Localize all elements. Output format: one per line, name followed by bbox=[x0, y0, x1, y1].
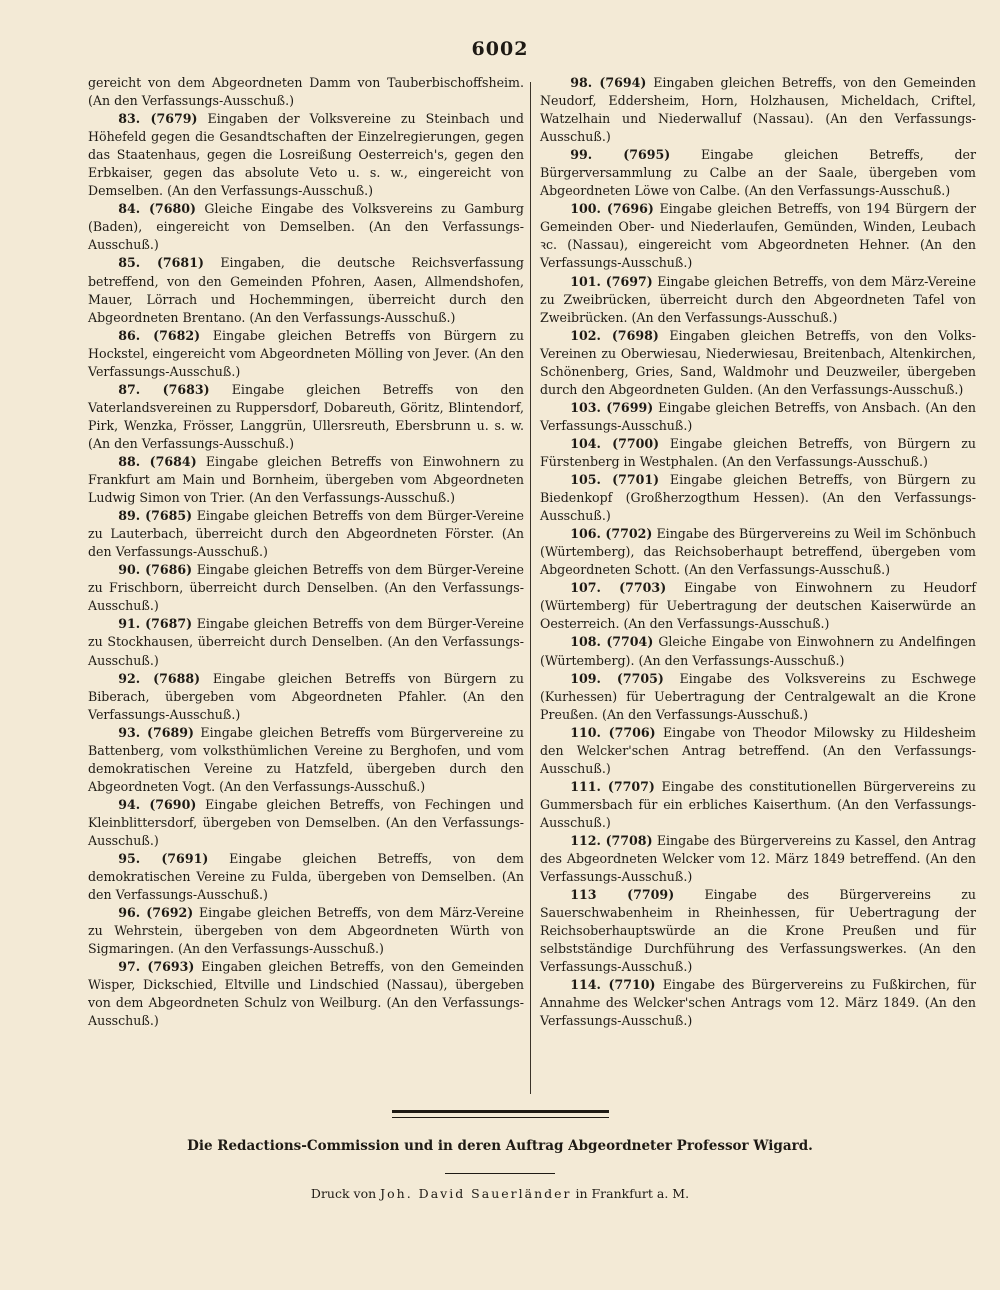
petition-number: 102. (7698) bbox=[570, 327, 659, 343]
petition-entry bbox=[540, 471, 976, 525]
petition-entry bbox=[88, 74, 524, 110]
petition-text: Eingabe gleichen Betreffs vom Bürgervereine zu Battenberg, vom volksthümlichen Vereine zu Berghofen, und vom demokratischen Vereine zu Hatzfeld, übergeben durch den Abgeordneten Vogt. (An den Verfassungs-Ausschuß.) bbox=[88, 724, 524, 794]
petition-number: 91. (7687) bbox=[118, 616, 193, 632]
petition-text: Eingabe des Bürgervereins zu Kassel, den Antrag des Abgeordneten Welcker vom 12. März 1849 betreffend. (An den Verfassungs-Ausschuß.) bbox=[540, 832, 976, 885]
petition-text: Eingabe gleichen Betreffs von Bürgern zu Hockstel, eingereicht vom Abgeordneten Mölling von Jever. (An den Verfassungs-Ausschuß.) bbox=[88, 327, 525, 379]
petition-entry bbox=[88, 200, 524, 254]
petition-number: 105. (7701) bbox=[570, 472, 660, 488]
petition-text: Eingaben, die deutsche Reichsverfassung betreffend, von den Gemeinden Pfohren, Aasen, Allmendshofen, Mauer, Lörrach und Hochemmingen, überreicht durch den Abgeordneten Brentano. (An den Verfassungs-Ausschuß.) bbox=[88, 255, 524, 325]
petition-number: 93. (7689) bbox=[118, 724, 194, 740]
petition-entry bbox=[88, 381, 524, 453]
petition-entry bbox=[540, 200, 976, 272]
petition-number: 99. (7695) bbox=[570, 147, 671, 163]
column-divider bbox=[530, 82, 531, 1094]
petition-number: 90. (7686) bbox=[118, 562, 193, 578]
petition-entry bbox=[88, 615, 524, 669]
petition-number: 95. (7691) bbox=[118, 851, 209, 867]
petition-number: 92. (7688) bbox=[118, 670, 201, 686]
petition-entry bbox=[88, 670, 524, 724]
petition-entry bbox=[88, 254, 524, 326]
petition-number: 88. (7684) bbox=[118, 453, 197, 469]
petition-entry bbox=[540, 74, 976, 146]
petition-entry bbox=[88, 850, 524, 904]
printer-suffix: in Frankfurt a. M. bbox=[575, 1186, 690, 1201]
petition-text: Eingabe gleichen Betreffs, von dem März-Vereine zu Zweibrücken, überreicht durch den Abgeordneten Tafel von Zweibrücken. (An den Verfassungs-Ausschuß.) bbox=[540, 273, 976, 325]
petition-entry bbox=[540, 886, 976, 976]
petition-entry bbox=[88, 327, 524, 381]
petition-text: Eingabe gleichen Betreffs, von Bürgern zu Fürstenberg in Westphalen. (An den Verfassungs-Ausschuß.) bbox=[540, 435, 976, 469]
petition-entry bbox=[540, 778, 976, 832]
petition-text: Eingabe gleichen Betreffs von Einwohnern zu Frankfurt am Main und Bornheim, übergeben vom Abgeordneten Ludwig Simon von Trier. (An den Verfassungs-Ausschuß.) bbox=[88, 453, 524, 506]
commission-credit: Die Redactions-Commission und in deren Auftrag Abgeordneter Professor Wigard. bbox=[187, 1138, 813, 1154]
petition-number: 83. (7679) bbox=[118, 111, 198, 127]
petition-text: Eingabe gleichen Betreffs, von 194 Bürgern der Gemeinden Ober- und Niederlaufen, Gemünden, Winden, Leubach ꝛc. (Nassau), eingereicht vom Abgeordneten Hehner. (An den Verfassungs-Ausschuß.) bbox=[540, 201, 976, 271]
petition-number: 107. (7703) bbox=[570, 580, 667, 596]
petition-text: Eingabe gleichen Betreffs, von Fechingen und Kleinblittersdorf, übergeben von Demselben. (An den Verfassungs-Ausschuß.) bbox=[88, 796, 524, 848]
petition-number: 100. (7696) bbox=[570, 201, 654, 217]
petition-number: 96. (7692) bbox=[118, 905, 194, 921]
petition-entry bbox=[540, 724, 976, 778]
page-number: 6002 bbox=[471, 38, 529, 60]
petition-text: Eingabe gleichen Betreffs, von Bürgern zu Biedenkopf (Großherzogthum Hessen). (An den Verfassungs-Ausschuß.) bbox=[540, 472, 976, 524]
left-column bbox=[88, 74, 524, 1030]
petition-number: 89. (7685) bbox=[118, 508, 193, 524]
petition-text: Eingabe gleichen Betreffs, von dem demokratischen Vereine zu Fulda, übergeben von Demselben. (An den Verfassungs-Ausschuß.) bbox=[88, 851, 524, 903]
petition-number: 101. (7697) bbox=[570, 273, 653, 289]
petition-text: Eingaben der Volksvereine zu Steinbach und Höhefeld gegen die Gesandtschaften der Einzelregierungen, gegen das Staatenhaus, gegen die Losreißung Oesterreich's, gegen den Erbkaiser, gegen das absolute Veto u. s. w., eingereicht von Demselben. (An den Verfassungs-Ausschuß.) bbox=[88, 111, 524, 199]
petition-entry bbox=[540, 976, 976, 1030]
petition-text: Gleiche Eingabe von Einwohnern zu Andelfingen (Würtemberg). (An den Verfassungs-Ausschuß.) bbox=[540, 634, 976, 668]
petition-number: 97. (7693) bbox=[118, 959, 195, 975]
petition-text: Eingabe gleichen Betreffs von dem Bürger-Vereine zu Lauterbach, überreicht durch den Abgeordneten Förster. (An den Verfassungs-Ausschuß.) bbox=[88, 508, 524, 560]
footer-rule-thin bbox=[392, 1117, 609, 1118]
petition-text: Eingaben gleichen Betreffs, von den Gemeinden Wisper, Dickschied, Eltville und Lindschied (Nassau), übergeben von dem Abgeordneten Schulz von Weilburg. (An den Verfassungs-Ausschuß.) bbox=[88, 959, 524, 1029]
petition-entry bbox=[88, 796, 524, 850]
right-column bbox=[540, 74, 976, 1030]
petition-text: Eingabe des Bürgervereins zu Sauerschwabenheim in Rheinhessen, für Uebertragung der Reichsoberhauptswürde an die Krone Preußen und für selbstständige Durchführung des Verfassungswerkes. (An den Verfassungs-Ausschuß.) bbox=[540, 887, 976, 975]
petition-number: 108. (7704) bbox=[570, 634, 654, 650]
petition-number: 94. (7690) bbox=[118, 796, 197, 812]
petition-text: Eingabe des constitutionellen Bürgervereins zu Gummersbach für ein erbliches Kaiserthum. (An den Verfassungs-Ausschuß.) bbox=[540, 778, 976, 830]
petition-text: Eingabe des Bürgervereins zu Weil im Schönbuch (Würtemberg), das Reichsoberhaupt betreffend, übergeben vom Abgeordneten Schott. (An den Verfassungs-Ausschuß.) bbox=[540, 526, 976, 578]
footer-rule-thick bbox=[392, 1110, 609, 1113]
petition-entry bbox=[88, 453, 524, 507]
petition-entry bbox=[88, 904, 524, 958]
petition-entry bbox=[540, 273, 976, 327]
petition-number: 84. (7680) bbox=[118, 201, 196, 217]
petition-text: Eingabe gleichen Betreffs, von Ansbach. (An den Verfassungs-Ausschuß.) bbox=[540, 399, 976, 433]
printer-rule bbox=[445, 1173, 555, 1174]
petition-text: Eingaben gleichen Betreffs, von den Volks-Vereinen zu Oberwiesau, Niederwiesau, Breitenbach, Altenkirchen, Schönenberg, Gries, Sand, Waldmohr und Deuzweiler, übergeben durch den Abgeordneten Gulden. (An den Verfassungs-Ausschuß.) bbox=[540, 327, 976, 397]
petition-entry bbox=[540, 670, 976, 724]
petition-text: Eingaben gleichen Betreffs, von den Gemeinden Neudorf, Eddersheim, Horn, Holzhausen, Micheldach, Criftel, Watzelhain und Niederwalluf (Nassau). (An den Verfassungs-Ausschuß.) bbox=[540, 75, 976, 145]
petition-number: 106. (7702) bbox=[570, 526, 653, 542]
printer-name: Joh. David Sauerländer bbox=[380, 1186, 572, 1201]
petition-text: Eingabe des Volksvereins zu Eschwege (Kurhessen) für Uebertragung der Centralgewalt an die Krone Preußen. (An den Verfassungs-Ausschuß.) bbox=[540, 670, 976, 722]
petition-entry bbox=[88, 724, 524, 796]
petition-entry bbox=[540, 579, 976, 633]
petition-entry bbox=[88, 958, 524, 1030]
petition-text: gereicht von dem Abgeordneten Damm von Tauberbischoffsheim. (An den Verfassungs-Ausschuß.) bbox=[88, 75, 524, 109]
petition-text: Eingabe gleichen Betreffs von dem Bürger-Vereine zu Stockhausen, überreicht durch Denselben. (An den Verfassungs-Ausschuß.) bbox=[88, 616, 524, 668]
petition-number: 85. (7681) bbox=[118, 255, 204, 271]
petition-text: Eingabe gleichen Betreffs von den Vaterlandsvereinen zu Ruppersdorf, Dobareuth, Göritz, Blintendorf, Pirk, Wenzka, Frösser, Langgrün, Ullersreuth, Ebersbrunn u. s. w. (An den Verfassungs-Ausschuß.) bbox=[88, 381, 524, 451]
petition-entry bbox=[540, 832, 976, 886]
petition-number: 110. (7706) bbox=[570, 724, 656, 740]
petition-text: Eingabe des Bürgervereins zu Fußkirchen, für Annahme des Welcker'schen Antrags vom 12. März 1849. (An den Verfassungs-Ausschuß.) bbox=[540, 977, 976, 1029]
petition-text: Eingabe gleichen Betreffs, von dem März-Vereine zu Wehrstein, übergeben von dem Abgeordneten Würth von Sigmaringen. (An den Verfassungs-Ausschuß.) bbox=[88, 905, 524, 957]
petition-text: Eingabe gleichen Betreffs von Bürgern zu Biberach, übergeben vom Abgeordneten Pfahler. (An den Verfassungs-Ausschuß.) bbox=[88, 670, 525, 722]
petition-number: 109. (7705) bbox=[570, 670, 664, 686]
petition-text: Eingabe von Theodor Milowsky zu Hildesheim den Welcker'schen Antrag betreffend. (An den Verfassungs-Ausschuß.) bbox=[540, 724, 976, 776]
petition-number: 87. (7683) bbox=[118, 381, 210, 397]
petition-entry bbox=[88, 507, 524, 561]
petition-number: 103. (7699) bbox=[570, 399, 654, 415]
petition-entry bbox=[540, 146, 976, 200]
petition-text: Eingabe gleichen Betreffs von dem Bürger-Vereine zu Frischborn, überreicht durch Denselben. (An den Verfassungs-Ausschuß.) bbox=[88, 562, 524, 614]
petition-number: 111. (7707) bbox=[570, 778, 655, 794]
petition-number: 114. (7710) bbox=[570, 977, 656, 993]
petition-entry bbox=[540, 633, 976, 669]
petition-number: 104. (7700) bbox=[570, 435, 660, 451]
petition-number: 112. (7708) bbox=[570, 832, 653, 848]
petition-entry bbox=[540, 327, 976, 399]
petition-entry bbox=[540, 525, 976, 579]
petition-entry bbox=[540, 399, 976, 435]
petition-number: 113 (7709) bbox=[570, 887, 675, 903]
petition-text: Eingabe von Einwohnern zu Heudorf (Würtemberg) für Uebertragung der deutschen Kaiserwürde an Oesterreich. (An den Verfassungs-Ausschuß.) bbox=[540, 580, 976, 632]
petition-entry bbox=[540, 435, 976, 471]
petition-entry bbox=[88, 110, 524, 200]
printer-line bbox=[0, 1186, 1000, 1201]
petition-number: 98. (7694) bbox=[570, 75, 647, 90]
printer-prefix: Druck von bbox=[310, 1186, 377, 1201]
petition-text: Eingabe gleichen Betreffs, der Bürgerversammlung zu Calbe an der Saale, übergeben vom Abgeordneten Löwe von Calbe. (An den Verfassungs-Ausschuß.) bbox=[540, 147, 976, 199]
petition-entry bbox=[88, 561, 524, 615]
petition-text: Gleiche Eingabe des Volksvereins zu Gamburg (Baden), eingereicht von Demselben. (An den Verfassungs-Ausschuß.) bbox=[88, 201, 524, 253]
petition-number: 86. (7682) bbox=[118, 327, 201, 343]
